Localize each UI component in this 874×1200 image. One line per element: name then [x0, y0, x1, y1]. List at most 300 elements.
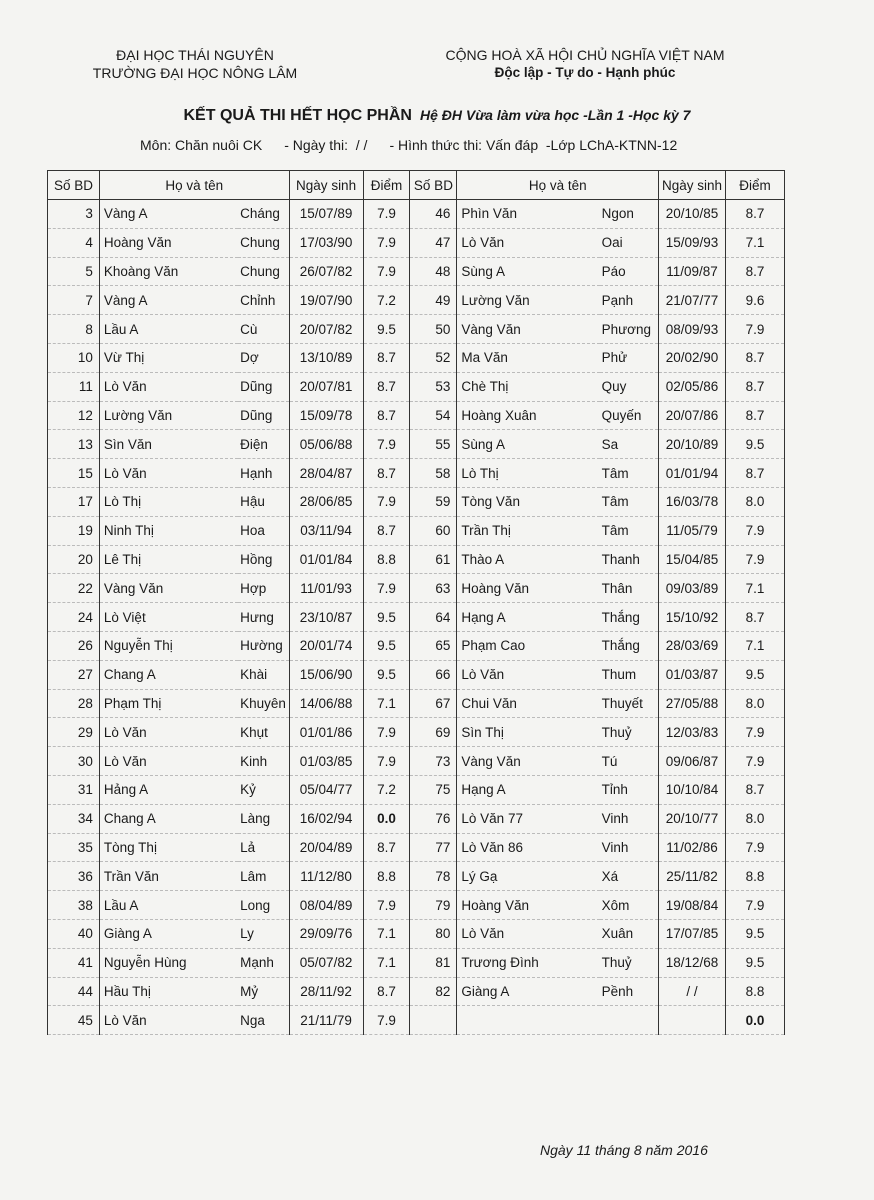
- right-no-cell: 75: [410, 775, 457, 804]
- left-dob-cell: 01/01/84: [289, 545, 363, 574]
- left-score-cell: 9.5: [363, 660, 410, 689]
- left-dob-cell: 28/04/87: [289, 459, 363, 488]
- left-last-cell: Lầu A: [99, 891, 238, 920]
- left-score-cell: 7.1: [363, 689, 410, 718]
- left-score-cell: 8.8: [363, 862, 410, 891]
- right-dob-cell: 11/02/86: [659, 833, 726, 862]
- left-dob-cell: 08/04/89: [289, 891, 363, 920]
- subject-label: Môn: Chăn nuôi CK: [140, 137, 263, 153]
- left-dob-cell: 28/11/92: [289, 977, 363, 1006]
- left-dob-cell: 20/07/81: [289, 372, 363, 401]
- left-no-cell: 30: [48, 747, 100, 776]
- right-dob-cell: 19/08/84: [659, 891, 726, 920]
- col-score-right: Điểm: [726, 171, 785, 200]
- right-first-cell: Tâm: [600, 459, 659, 488]
- left-first-cell: Khụt: [238, 718, 289, 747]
- right-no-cell: 82: [410, 977, 457, 1006]
- right-no-cell: 63: [410, 574, 457, 603]
- left-last-cell: Nguyễn Thị: [99, 631, 238, 660]
- right-score-cell: 8.7: [726, 257, 785, 286]
- col-no-right: Số BD: [410, 171, 457, 200]
- exam-form: - Hình thức thi: Vấn đáp -Lớp LChA-KTNN-12: [389, 137, 678, 153]
- left-dob-cell: 01/01/86: [289, 718, 363, 747]
- table-header: [48, 171, 785, 200]
- left-last-cell: Chang A: [99, 804, 238, 833]
- left-no-cell: 20: [48, 545, 100, 574]
- left-last-cell: Tòng Thị: [99, 833, 238, 862]
- college-name: TRƯỜNG ĐẠI HỌC NÔNG LÂM: [92, 65, 298, 81]
- left-score-cell: 7.2: [363, 775, 410, 804]
- left-no-cell: 4: [48, 228, 100, 257]
- left-score-cell: 8.7: [363, 401, 410, 430]
- table-row: [48, 257, 785, 286]
- left-score-cell: 7.9: [363, 891, 410, 920]
- right-first-cell: Vinh: [600, 833, 659, 862]
- right-score-cell: 8.7: [726, 775, 785, 804]
- right-last-cell: Sìn Thị: [457, 718, 600, 747]
- right-score-cell: 7.1: [726, 228, 785, 257]
- table-row: [48, 401, 785, 430]
- left-dob-cell: 21/11/79: [289, 1006, 363, 1035]
- right-last-cell: Phạm Cao: [457, 631, 600, 660]
- right-dob-cell: 20/02/90: [659, 343, 726, 372]
- left-last-cell: Lò Văn: [99, 372, 238, 401]
- left-score-cell: 7.9: [363, 228, 410, 257]
- left-dob-cell: 26/07/82: [289, 257, 363, 286]
- national-motto: Độc lập - Tự do - Hạnh phúc: [494, 65, 676, 80]
- left-first-cell: Hạnh: [238, 459, 289, 488]
- left-last-cell: Chang A: [99, 660, 238, 689]
- left-no-cell: 17: [48, 487, 100, 516]
- left-score-cell: 9.5: [363, 603, 410, 632]
- right-no-cell: 58: [410, 459, 457, 488]
- right-no-cell: 47: [410, 228, 457, 257]
- right-first-cell: Ngon: [600, 200, 659, 229]
- right-no-cell: 60: [410, 516, 457, 545]
- right-last-cell: Chè Thị: [457, 372, 600, 401]
- left-first-cell: Chung: [238, 228, 289, 257]
- left-first-cell: Ly: [238, 919, 289, 948]
- left-last-cell: Lò Văn: [99, 747, 238, 776]
- left-score-cell: 7.9: [363, 1006, 410, 1035]
- right-score-cell: 7.9: [726, 315, 785, 344]
- table-row: [48, 516, 785, 545]
- right-score-cell: 8.7: [726, 343, 785, 372]
- left-first-cell: Cù: [238, 315, 289, 344]
- right-score-cell: 9.5: [726, 660, 785, 689]
- left-no-cell: 22: [48, 574, 100, 603]
- right-score-cell: 8.8: [726, 977, 785, 1006]
- left-last-cell: Lò Văn: [99, 718, 238, 747]
- left-last-cell: Vừ Thị: [99, 343, 238, 372]
- left-dob-cell: 11/01/93: [289, 574, 363, 603]
- left-first-cell: Cháng: [238, 200, 289, 229]
- right-no-cell: 76: [410, 804, 457, 833]
- right-no-cell: 48: [410, 257, 457, 286]
- right-score-cell: 8.0: [726, 689, 785, 718]
- table-row: [48, 228, 785, 257]
- left-score-cell: 0.0: [363, 804, 410, 833]
- table-row: [48, 660, 785, 689]
- left-first-cell: Làng: [238, 804, 289, 833]
- right-dob-cell: 11/05/79: [659, 516, 726, 545]
- left-first-cell: Mỷ: [238, 977, 289, 1006]
- left-dob-cell: 23/10/87: [289, 603, 363, 632]
- right-last-cell: Ma Văn: [457, 343, 600, 372]
- left-no-cell: 31: [48, 775, 100, 804]
- left-no-cell: 26: [48, 631, 100, 660]
- left-last-cell: Hầu Thị: [99, 977, 238, 1006]
- left-first-cell: Khài: [238, 660, 289, 689]
- table-row: [48, 430, 785, 459]
- right-dob-cell: 01/01/94: [659, 459, 726, 488]
- left-dob-cell: 20/01/74: [289, 631, 363, 660]
- university-name: ĐẠI HỌC THÁI NGUYÊN: [116, 47, 274, 63]
- left-score-cell: 9.5: [363, 631, 410, 660]
- left-no-cell: 13: [48, 430, 100, 459]
- right-last-cell: Trần Thị: [457, 516, 600, 545]
- left-first-cell: Hậu: [238, 487, 289, 516]
- table-row: [48, 689, 785, 718]
- left-no-cell: 15: [48, 459, 100, 488]
- left-no-cell: 45: [48, 1006, 100, 1035]
- right-dob-cell: / /: [659, 977, 726, 1006]
- right-score-cell: 8.7: [726, 603, 785, 632]
- right-first-cell: Thắng: [600, 631, 659, 660]
- right-score-cell: 7.9: [726, 833, 785, 862]
- left-no-cell: 24: [48, 603, 100, 632]
- table-row: [48, 286, 785, 315]
- left-no-cell: 27: [48, 660, 100, 689]
- right-score-cell: 7.1: [726, 631, 785, 660]
- right-last-cell: Lò Văn 86: [457, 833, 600, 862]
- results-table: [47, 170, 785, 1035]
- right-dob-cell: 20/07/86: [659, 401, 726, 430]
- left-dob-cell: 20/04/89: [289, 833, 363, 862]
- right-dob-cell: 02/05/86: [659, 372, 726, 401]
- right-dob-cell: 12/03/83: [659, 718, 726, 747]
- right-last-cell: Tòng Văn: [457, 487, 600, 516]
- left-dob-cell: 15/07/89: [289, 200, 363, 229]
- left-first-cell: Long: [238, 891, 289, 920]
- table-row: [48, 631, 785, 660]
- right-dob-cell: 01/03/87: [659, 660, 726, 689]
- right-first-cell: Phương: [600, 315, 659, 344]
- left-no-cell: 36: [48, 862, 100, 891]
- table-row: [48, 862, 785, 891]
- left-no-cell: 34: [48, 804, 100, 833]
- right-first-cell: Pềnh: [600, 977, 659, 1006]
- table-row: [48, 487, 785, 516]
- left-last-cell: Lò Văn: [99, 459, 238, 488]
- left-last-cell: Khoàng Văn: [99, 257, 238, 286]
- right-no-cell: 77: [410, 833, 457, 862]
- right-first-cell: Tâm: [600, 487, 659, 516]
- right-no-cell: 69: [410, 718, 457, 747]
- left-first-cell: Hồng: [238, 545, 289, 574]
- left-dob-cell: 05/07/82: [289, 948, 363, 977]
- left-no-cell: 44: [48, 977, 100, 1006]
- left-last-cell: Lê Thị: [99, 545, 238, 574]
- left-no-cell: 11: [48, 372, 100, 401]
- left-score-cell: 8.7: [363, 343, 410, 372]
- right-dob-cell: 20/10/85: [659, 200, 726, 229]
- left-dob-cell: 14/06/88: [289, 689, 363, 718]
- right-no-cell: 55: [410, 430, 457, 459]
- left-dob-cell: 03/11/94: [289, 516, 363, 545]
- right-score-cell: 8.0: [726, 487, 785, 516]
- left-last-cell: Giàng A: [99, 919, 238, 948]
- right-no-cell: 79: [410, 891, 457, 920]
- right-first-cell: Thuỷ: [600, 948, 659, 977]
- col-score-left: Điểm: [363, 171, 410, 200]
- right-last-cell: Lý Gạ: [457, 862, 600, 891]
- right-dob-cell: [659, 1006, 726, 1035]
- institution-header: [70, 46, 320, 82]
- right-no-cell: 66: [410, 660, 457, 689]
- left-no-cell: 35: [48, 833, 100, 862]
- table-row: [48, 200, 785, 229]
- left-dob-cell: 16/02/94: [289, 804, 363, 833]
- left-last-cell: Lường Văn: [99, 401, 238, 430]
- col-dob-left: Ngày sinh: [289, 171, 363, 200]
- table-row: [48, 1006, 785, 1035]
- right-last-cell: Trương Đình: [457, 948, 600, 977]
- left-last-cell: Phạm Thị: [99, 689, 238, 718]
- right-no-cell: [410, 1006, 457, 1035]
- left-score-cell: 7.1: [363, 948, 410, 977]
- right-score-cell: 8.0: [726, 804, 785, 833]
- right-score-cell: 9.6: [726, 286, 785, 315]
- right-first-cell: Thân: [600, 574, 659, 603]
- table-row: [48, 343, 785, 372]
- right-first-cell: Vinh: [600, 804, 659, 833]
- right-score-cell: 8.7: [726, 200, 785, 229]
- left-no-cell: 19: [48, 516, 100, 545]
- right-last-cell: Chui Văn: [457, 689, 600, 718]
- left-no-cell: 10: [48, 343, 100, 372]
- left-dob-cell: 19/07/90: [289, 286, 363, 315]
- table-row: [48, 718, 785, 747]
- left-score-cell: 7.9: [363, 718, 410, 747]
- table-row: [48, 545, 785, 574]
- document-title: [0, 107, 874, 125]
- left-last-cell: Ninh Thị: [99, 516, 238, 545]
- left-first-cell: Chung: [238, 257, 289, 286]
- right-dob-cell: 28/03/69: [659, 631, 726, 660]
- right-first-cell: Xôm: [600, 891, 659, 920]
- right-score-cell: 9.5: [726, 948, 785, 977]
- right-dob-cell: 16/03/78: [659, 487, 726, 516]
- left-last-cell: Hảng A: [99, 775, 238, 804]
- right-score-cell: 8.7: [726, 372, 785, 401]
- national-header: [430, 46, 740, 82]
- right-score-cell: 7.9: [726, 545, 785, 574]
- left-last-cell: Lò Thị: [99, 487, 238, 516]
- right-first-cell: Sa: [600, 430, 659, 459]
- left-dob-cell: 28/06/85: [289, 487, 363, 516]
- left-score-cell: 7.9: [363, 430, 410, 459]
- right-no-cell: 67: [410, 689, 457, 718]
- left-no-cell: 8: [48, 315, 100, 344]
- right-score-cell: 8.8: [726, 862, 785, 891]
- right-last-cell: Vàng Văn: [457, 747, 600, 776]
- left-last-cell: Hoàng Văn: [99, 228, 238, 257]
- table-row: [48, 372, 785, 401]
- left-no-cell: 41: [48, 948, 100, 977]
- left-last-cell: Sìn Văn: [99, 430, 238, 459]
- right-first-cell: Tỉnh: [600, 775, 659, 804]
- exam-info: [140, 137, 699, 153]
- right-last-cell: [457, 1006, 600, 1035]
- right-dob-cell: 21/07/77: [659, 286, 726, 315]
- left-last-cell: Trần Văn: [99, 862, 238, 891]
- left-score-cell: 9.5: [363, 315, 410, 344]
- right-dob-cell: 08/09/93: [659, 315, 726, 344]
- left-score-cell: 8.7: [363, 372, 410, 401]
- left-first-cell: Kinh: [238, 747, 289, 776]
- right-last-cell: Hạng A: [457, 603, 600, 632]
- left-dob-cell: 05/04/77: [289, 775, 363, 804]
- right-dob-cell: 10/10/84: [659, 775, 726, 804]
- right-last-cell: Vàng Văn: [457, 315, 600, 344]
- left-first-cell: Hưng: [238, 603, 289, 632]
- right-dob-cell: 15/04/85: [659, 545, 726, 574]
- table-row: [48, 775, 785, 804]
- right-last-cell: Sùng A: [457, 430, 600, 459]
- col-name-left: Họ và tên: [99, 171, 289, 200]
- col-dob-right: Ngày sinh: [659, 171, 726, 200]
- left-no-cell: 28: [48, 689, 100, 718]
- right-first-cell: Phử: [600, 343, 659, 372]
- col-no-left: Số BD: [48, 171, 100, 200]
- left-dob-cell: 13/10/89: [289, 343, 363, 372]
- right-last-cell: Hạng A: [457, 775, 600, 804]
- right-no-cell: 80: [410, 919, 457, 948]
- left-score-cell: 7.9: [363, 747, 410, 776]
- left-first-cell: Lâm: [238, 862, 289, 891]
- left-first-cell: Nga: [238, 1006, 289, 1035]
- left-dob-cell: 17/03/90: [289, 228, 363, 257]
- right-score-cell: 7.1: [726, 574, 785, 603]
- right-first-cell: Thuyết: [600, 689, 659, 718]
- right-dob-cell: 15/09/93: [659, 228, 726, 257]
- right-last-cell: Lò Văn: [457, 919, 600, 948]
- right-first-cell: Xá: [600, 862, 659, 891]
- right-no-cell: 52: [410, 343, 457, 372]
- left-score-cell: 8.7: [363, 459, 410, 488]
- right-first-cell: Thuỷ: [600, 718, 659, 747]
- left-score-cell: 8.7: [363, 833, 410, 862]
- right-no-cell: 54: [410, 401, 457, 430]
- right-dob-cell: 17/07/85: [659, 919, 726, 948]
- table-row: [48, 747, 785, 776]
- left-score-cell: 7.9: [363, 200, 410, 229]
- right-first-cell: Thum: [600, 660, 659, 689]
- right-score-cell: 9.5: [726, 430, 785, 459]
- left-first-cell: Dũng: [238, 372, 289, 401]
- right-score-cell: 7.9: [726, 718, 785, 747]
- right-no-cell: 49: [410, 286, 457, 315]
- table-row: [48, 948, 785, 977]
- right-last-cell: Thào A: [457, 545, 600, 574]
- right-dob-cell: 18/12/68: [659, 948, 726, 977]
- left-score-cell: 7.2: [363, 286, 410, 315]
- left-dob-cell: 15/06/90: [289, 660, 363, 689]
- right-last-cell: Hoàng Văn: [457, 891, 600, 920]
- country-name: CỘNG HOÀ XÃ HỘI CHỦ NGHĨA VIỆT NAM: [445, 47, 725, 63]
- right-first-cell: Oai: [600, 228, 659, 257]
- right-score-cell: 0.0: [726, 1006, 785, 1035]
- right-score-cell: 8.7: [726, 459, 785, 488]
- left-last-cell: Nguyễn Hùng: [99, 948, 238, 977]
- right-last-cell: Hoàng Xuân: [457, 401, 600, 430]
- right-score-cell: 7.9: [726, 747, 785, 776]
- table-row: [48, 315, 785, 344]
- right-last-cell: Lò Văn: [457, 660, 600, 689]
- table-row: [48, 833, 785, 862]
- table-row: [48, 603, 785, 632]
- left-score-cell: 7.9: [363, 487, 410, 516]
- right-first-cell: Quyến: [600, 401, 659, 430]
- right-no-cell: 81: [410, 948, 457, 977]
- left-dob-cell: 20/07/82: [289, 315, 363, 344]
- table-row: [48, 459, 785, 488]
- left-first-cell: Chỉnh: [238, 286, 289, 315]
- title-sub: Hệ ĐH Vừa làm vừa học -Lần 1 -Học kỳ 7: [419, 107, 691, 123]
- left-no-cell: 40: [48, 919, 100, 948]
- signature-date: Ngày 11 tháng 8 năm 2016: [540, 1142, 708, 1158]
- right-last-cell: Giàng A: [457, 977, 600, 1006]
- right-no-cell: 61: [410, 545, 457, 574]
- right-dob-cell: 20/10/89: [659, 430, 726, 459]
- right-dob-cell: 25/11/82: [659, 862, 726, 891]
- left-no-cell: 29: [48, 718, 100, 747]
- left-no-cell: 38: [48, 891, 100, 920]
- table-row: [48, 804, 785, 833]
- right-score-cell: 8.7: [726, 401, 785, 430]
- left-no-cell: 12: [48, 401, 100, 430]
- left-dob-cell: 05/06/88: [289, 430, 363, 459]
- left-no-cell: 5: [48, 257, 100, 286]
- left-first-cell: Hường: [238, 631, 289, 660]
- right-dob-cell: 20/10/77: [659, 804, 726, 833]
- left-last-cell: Vàng Văn: [99, 574, 238, 603]
- right-dob-cell: 09/06/87: [659, 747, 726, 776]
- right-no-cell: 73: [410, 747, 457, 776]
- left-no-cell: 7: [48, 286, 100, 315]
- right-dob-cell: 09/03/89: [659, 574, 726, 603]
- left-score-cell: 8.8: [363, 545, 410, 574]
- table-row: [48, 919, 785, 948]
- left-dob-cell: 11/12/80: [289, 862, 363, 891]
- left-first-cell: Lả: [238, 833, 289, 862]
- right-last-cell: Lò Văn: [457, 228, 600, 257]
- right-first-cell: Tú: [600, 747, 659, 776]
- right-no-cell: 65: [410, 631, 457, 660]
- right-last-cell: Lò Văn 77: [457, 804, 600, 833]
- left-last-cell: Vàng A: [99, 200, 238, 229]
- right-score-cell: 7.9: [726, 891, 785, 920]
- left-first-cell: Kỷ: [238, 775, 289, 804]
- left-first-cell: Điện: [238, 430, 289, 459]
- left-first-cell: Dũng: [238, 401, 289, 430]
- left-dob-cell: 01/03/85: [289, 747, 363, 776]
- right-no-cell: 53: [410, 372, 457, 401]
- left-first-cell: Hợp: [238, 574, 289, 603]
- right-first-cell: Páo: [600, 257, 659, 286]
- title-main: KẾT QUẢ THI HẾT HỌC PHẦN: [183, 107, 412, 124]
